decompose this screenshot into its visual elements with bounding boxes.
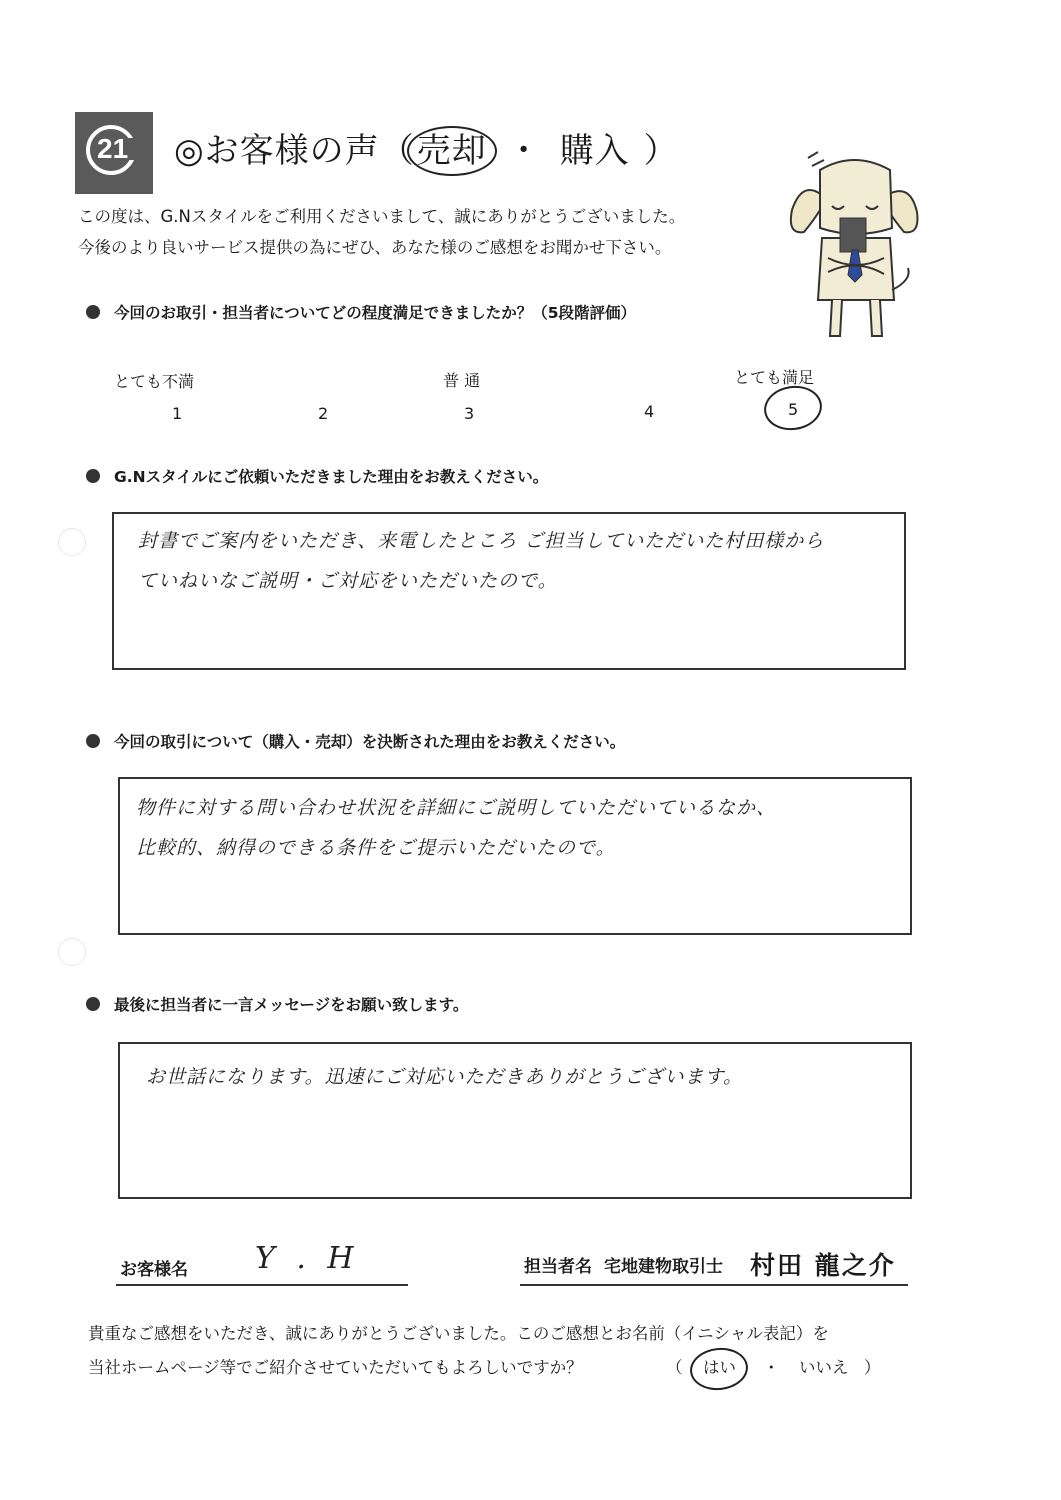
bullet-icon (86, 305, 100, 319)
question-2 (86, 466, 548, 488)
bullet-icon (86, 997, 100, 1011)
scale-label-low: とても不満 (114, 372, 195, 391)
question-4-text: 最後に担当者に一言メッセージをお願い致します。 (114, 996, 469, 1014)
consent-option-no: いいえ (799, 1358, 849, 1377)
consent-option-yes: はい (703, 1358, 736, 1377)
dog-mascot-illustration (782, 140, 932, 340)
answer-box-2 (112, 512, 906, 670)
question-3-text: 今回の取引について（購入・売却）を決断された理由をお教えください。 (114, 733, 626, 751)
customer-name-value: Y . H (255, 1241, 360, 1276)
scale-label-mid: 普 通 (443, 371, 481, 390)
customer-name-underline (116, 1284, 408, 1286)
question-1 (86, 302, 636, 324)
answer-4-line-1: お世話になります。迅速にご対応いただきありがとうございます。 (146, 1066, 743, 1088)
consent-selected-circle (688, 1345, 750, 1393)
question-3 (86, 731, 625, 753)
title-suffix: ） (643, 131, 679, 171)
consent-paren-open: （ (666, 1358, 683, 1377)
closing-line-2: 当社ホームページ等でご紹介させていただいてもよろしいですか？ (88, 1358, 583, 1377)
title-prefix: ◎お客様の声（ (174, 131, 415, 171)
closing-line-1: 貴重なご感想をいただき、誠にありがとうございました。このご感想とお名前（イニシャル表記）を (88, 1324, 829, 1343)
answer-2-line-2: ていねいなご説明・ご対応をいただいたので。 (138, 570, 558, 592)
answer-3-line-1: 物件に対する問い合わせ状況を詳細にご説明していただいているなか、 (136, 797, 777, 819)
bullet-icon (86, 734, 100, 748)
page-title (174, 126, 679, 176)
answer-box-4 (118, 1042, 912, 1199)
selected-rating-circle (761, 382, 825, 434)
intro-line-1: この度は、G.Nスタイルをご利用くださいまして、誠にありがとうございました。 (78, 207, 686, 226)
answer-2-line-1: 封書でご案内をいただき、来電したところ ご担当していただいた村田様から (138, 530, 825, 552)
question-2-text: G.Nスタイルにご依頼いただきました理由をお教えください。 (114, 468, 549, 486)
question-4 (86, 994, 468, 1016)
intro-line-2: 今後のより良いサービス提供の為にぜひ、あなた様のご感想をお聞かせ下さい。 (78, 238, 672, 257)
type-selected-circled: 売却 (407, 126, 497, 176)
scale-option-4: 4 (644, 402, 655, 421)
scale-option-2: 2 (318, 404, 329, 423)
punch-hole (58, 528, 86, 556)
consent-paren-close: ） (864, 1358, 881, 1377)
question-1-text: 今回のお取引・担当者についてどの程度満足できましたか？（5段階評価） (114, 304, 636, 322)
title-separator: ・ (506, 131, 542, 171)
staff-name-value: 村田 龍之介 (750, 1251, 896, 1280)
consent-separator: ・ (763, 1358, 780, 1377)
scale-option-5: 5 (788, 400, 799, 419)
customer-name-label: お客様名 (120, 1260, 188, 1280)
scale-label-high: とても満足 (734, 368, 815, 387)
answer-box-3 (118, 777, 912, 935)
scale-option-3: 3 (464, 404, 475, 423)
century21-logo (75, 112, 153, 194)
logo-number: 21 (97, 133, 129, 164)
bullet-icon (86, 469, 100, 483)
answer-3-line-2: 比較的、納得のできる条件をご提示いただいたので。 (136, 837, 616, 859)
scale-option-1: 1 (172, 404, 183, 423)
punch-hole (58, 938, 86, 966)
type-other: 購入 (559, 131, 630, 171)
staff-name-label: 担当者名 (524, 1257, 592, 1277)
staff-name-underline (520, 1284, 908, 1286)
staff-title: 宅地建物取引士 (604, 1257, 723, 1277)
